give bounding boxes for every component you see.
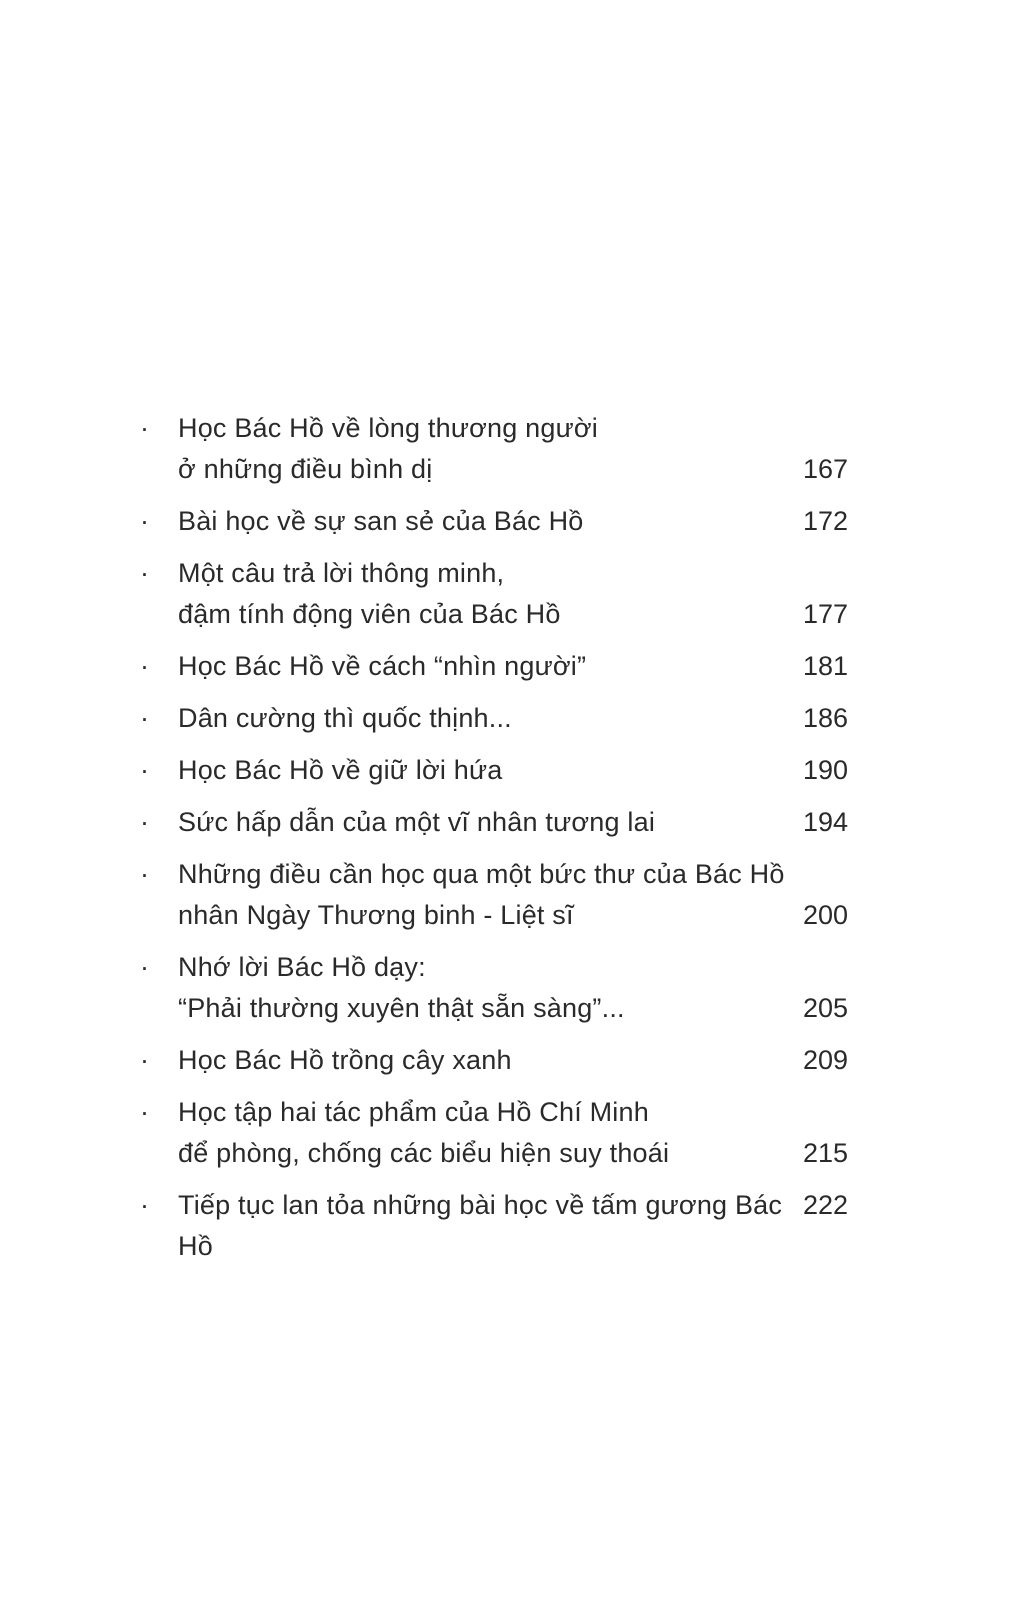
- toc-entry: [178, 1092, 848, 1174]
- bullet-icon: ·: [140, 859, 149, 889]
- toc-entry: [178, 947, 848, 1029]
- toc-item: [140, 1185, 848, 1267]
- toc-item: [140, 501, 848, 542]
- bullet-icon: ·: [140, 703, 149, 733]
- toc-item: [140, 802, 848, 843]
- toc-entry-line: [178, 802, 848, 843]
- toc-entry: [178, 646, 848, 687]
- toc-list: [140, 408, 848, 1267]
- toc-page-number: 222: [802, 1190, 848, 1220]
- toc-item: [140, 698, 848, 739]
- bullet-icon: ·: [140, 755, 149, 785]
- toc-item: [140, 1092, 848, 1174]
- bullet-icon: ·: [140, 952, 149, 982]
- toc-entry-text: để phòng, chống các biểu hiện suy thoái: [178, 1138, 670, 1168]
- toc-page-number: 167: [802, 454, 848, 484]
- toc-item: [140, 553, 848, 635]
- toc-page-number: 194: [802, 807, 848, 837]
- toc-item: [140, 947, 848, 1029]
- toc-page-number: 190: [802, 755, 848, 785]
- bullet-icon: ·: [140, 413, 149, 443]
- toc-entry-text: “Phải thường xuyên thật sẵn sàng”...: [178, 993, 625, 1023]
- toc-entry: [178, 408, 848, 490]
- toc-entry-line: [178, 698, 848, 739]
- toc-entry-text: Bài học về sự san sẻ của Bác Hồ: [178, 506, 584, 536]
- toc-entry: [178, 1185, 848, 1267]
- toc-item: [140, 408, 848, 490]
- toc-page-number: 200: [802, 900, 848, 930]
- toc-entry-line: [178, 1185, 848, 1267]
- toc-entry: [178, 501, 848, 542]
- toc-entry: [178, 1040, 848, 1081]
- toc-entry: [178, 802, 848, 843]
- toc-entry-text: nhân Ngày Thương binh - Liệt sĩ: [178, 900, 574, 930]
- toc-item: [140, 854, 848, 936]
- toc-entry-text: Học tập hai tác phẩm của Hồ Chí Minh: [178, 1097, 649, 1127]
- toc-entry-text: Dân cường thì quốc thịnh...: [178, 703, 512, 733]
- toc-entry-text: Tiếp tục lan tỏa những bài học về tấm gương Bác Hồ: [178, 1190, 783, 1261]
- toc-page-number: 181: [802, 651, 848, 681]
- toc-entry-line: [178, 553, 848, 594]
- toc-entry-text: Nhớ lời Bác Hồ dạy:: [178, 952, 426, 982]
- toc-entry-line: [178, 1133, 848, 1174]
- toc-entry-line: [178, 408, 848, 449]
- toc-entry-line: [178, 895, 848, 936]
- toc-entry-line: [178, 646, 848, 687]
- toc-entry-text: Những điều cần học qua một bức thư của Bác Hồ: [178, 859, 785, 889]
- toc-page-number: 177: [802, 599, 848, 629]
- bullet-icon: ·: [140, 1190, 149, 1220]
- toc-item: [140, 1040, 848, 1081]
- toc-entry-line: [178, 449, 848, 490]
- toc-entry: [178, 750, 848, 791]
- toc-entry-text: Học Bác Hồ về cách “nhìn người”: [178, 651, 587, 681]
- toc-entry-text: Sức hấp dẫn của một vĩ nhân tương lai: [178, 807, 656, 837]
- toc-entry-line: [178, 988, 848, 1029]
- bullet-icon: ·: [140, 651, 149, 681]
- toc-entry: [178, 698, 848, 739]
- toc-entry-text: đậm tính động viên của Bác Hồ: [178, 599, 561, 629]
- toc-entry-line: [178, 1092, 848, 1133]
- toc-entry: [178, 553, 848, 635]
- toc-page-number: 205: [802, 993, 848, 1023]
- toc-entry-line: [178, 750, 848, 791]
- bullet-icon: ·: [140, 558, 149, 588]
- toc-entry-line: [178, 594, 848, 635]
- toc-page-number: 172: [802, 506, 848, 536]
- toc-entry-text: Học Bác Hồ trồng cây xanh: [178, 1045, 512, 1075]
- toc-item: [140, 750, 848, 791]
- bullet-icon: ·: [140, 807, 149, 837]
- toc-page-number: 209: [802, 1045, 848, 1075]
- toc-entry-line: [178, 854, 848, 895]
- toc-entry-line: [178, 501, 848, 542]
- toc-entry-text: Học Bác Hồ về lòng thương người: [178, 413, 598, 443]
- toc-page-number: 186: [802, 703, 848, 733]
- toc-item: [140, 646, 848, 687]
- bullet-icon: ·: [140, 506, 149, 536]
- toc-entry: [178, 854, 848, 936]
- toc-page-number: 215: [802, 1138, 848, 1168]
- toc-entry-line: [178, 947, 848, 988]
- toc-entry-text: Một câu trả lời thông minh,: [178, 558, 505, 588]
- bullet-icon: ·: [140, 1097, 149, 1127]
- bullet-icon: ·: [140, 1045, 149, 1075]
- toc-entry-text: Học Bác Hồ về giữ lời hứa: [178, 755, 503, 785]
- toc-entry-text: ở những điều bình dị: [178, 454, 433, 484]
- toc-entry-line: [178, 1040, 848, 1081]
